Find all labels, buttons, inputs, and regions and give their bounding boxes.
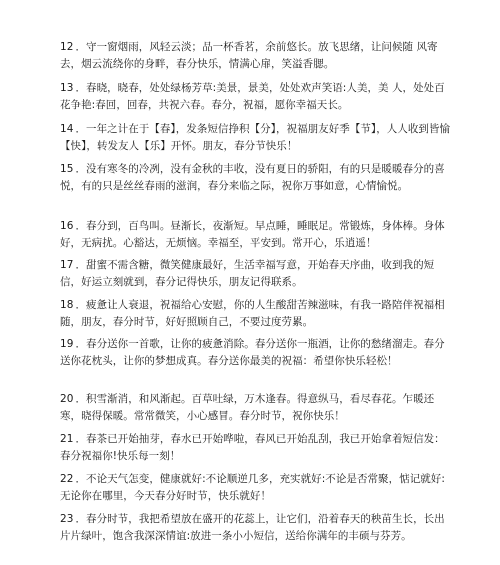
paragraph-text: ．春分送你一首歌，让你的疲惫消除。春分送你一瓶酒，让你的愁绪溜走。春分送你花枕头，让你的梦想成真。春分送你最美的祝福：希望你快乐轻松！ bbox=[60, 338, 445, 367]
paragraph-22 bbox=[60, 471, 455, 504]
paragraph-number: 16 bbox=[60, 220, 74, 232]
paragraph-19 bbox=[60, 336, 455, 369]
paragraph-text: ．一年之计在于【春】，发条短信挣积【分】，祝福朋友好季【节】，人人收到皆愉【快】，转发友人【乐】开怀。朋友，春分节快乐！ bbox=[60, 123, 451, 152]
paragraph-13 bbox=[60, 80, 455, 113]
paragraph-text: ．守一窗烟雨，风轻云淡；品一杯香茗，余前悠长。放飞思绪，让问候随 风寄去，烟云流绕你的身畔，春分快乐，情满心扉，笑溢香腮。 bbox=[60, 41, 438, 70]
paragraph-number: 19 bbox=[60, 338, 74, 350]
paragraph-text: ．春分到，百鸟叫。昼渐长，夜渐短。早点睡，睡眠足。常锻炼，身体棒。身体好，无病扰。心豁达，无烦恼。幸福至，平安到。常开心，乐逍遥！ bbox=[60, 220, 445, 249]
paragraph-20 bbox=[60, 391, 455, 424]
paragraph-text: ．春分时节，我把希望放在盛开的花蕊上，让它们，沿着春天的秧苗生长，长出片片绿叶，饱含我深深情谊:放进一条小小短信，送给你满年的丰硕与芬芳。 bbox=[60, 513, 445, 542]
paragraph-15 bbox=[60, 161, 455, 194]
paragraph-number: 21 bbox=[60, 433, 74, 445]
paragraph-text: ．春茶已开始抽芽，春水已开始哗啦，春风已开始乱刮，我已开始拿着短信发：春分祝福你!快乐每一刻！ bbox=[60, 433, 445, 462]
paragraph-16 bbox=[60, 218, 455, 251]
paragraph-text: ．没有寒冬的冷冽，没有金秋的丰收，没有夏日的骄阳，有的只是暖暖春分的喜悦，有的只是丝丝春雨的滋润，春分来临之际，祝你万事如意，心情愉悦。 bbox=[60, 163, 445, 192]
paragraph-number: 12 bbox=[60, 41, 74, 53]
paragraph-text: ．不论天气怎变，健康就好:不论顺逆几多，充实就好:不论是否常聚，惦记就好:无论你在哪里，今天春分好时节，快乐就好！ bbox=[60, 473, 445, 502]
paragraph-17 bbox=[60, 257, 455, 290]
paragraph-21 bbox=[60, 431, 455, 464]
paragraph-number: 22 bbox=[60, 473, 74, 485]
paragraph-number: 14 bbox=[60, 123, 74, 135]
paragraph-number: 15 bbox=[60, 163, 74, 175]
paragraph-text: ．春晓，晓春，处处绿杨芳草:美景，景美，处处欢声笑语:人美，美 人，处处百花争艳:春回，回春，共祝六春。春分，祝福，愿你幸福天长。 bbox=[60, 82, 445, 111]
paragraph-18 bbox=[60, 297, 455, 330]
paragraph-number: 23 bbox=[60, 513, 74, 525]
paragraph-number: 13 bbox=[60, 82, 74, 94]
paragraph-text: ．甜蜜不需含糖，微笑健康最好，生活幸福写意，开始春天序曲，收到我的短信，好运立刻就到，春分记得快乐，朋友记得联系。 bbox=[60, 259, 435, 288]
paragraph-number: 17 bbox=[60, 259, 74, 271]
paragraph-text: ．积雪渐消，和风渐起。百草吐绿，万木逢春。得意纵马，看尽春花。乍暖还寒，晓得保暖。常常微笑，小心感冒。春分时节，祝你快乐！ bbox=[60, 393, 435, 422]
paragraph-number: 18 bbox=[60, 299, 74, 311]
paragraph-text: ．疲惫让人衰退，祝福给心安慰，你的人生酸甜苦辣滋味，有我一路陪伴祝福相随，朋友，春分时节，好好照顾自己，不要过度劳累。 bbox=[60, 299, 445, 328]
paragraph-14 bbox=[60, 121, 455, 154]
paragraph-12 bbox=[60, 39, 455, 72]
paragraph-number: 20 bbox=[60, 393, 74, 405]
paragraph-23 bbox=[60, 511, 455, 544]
